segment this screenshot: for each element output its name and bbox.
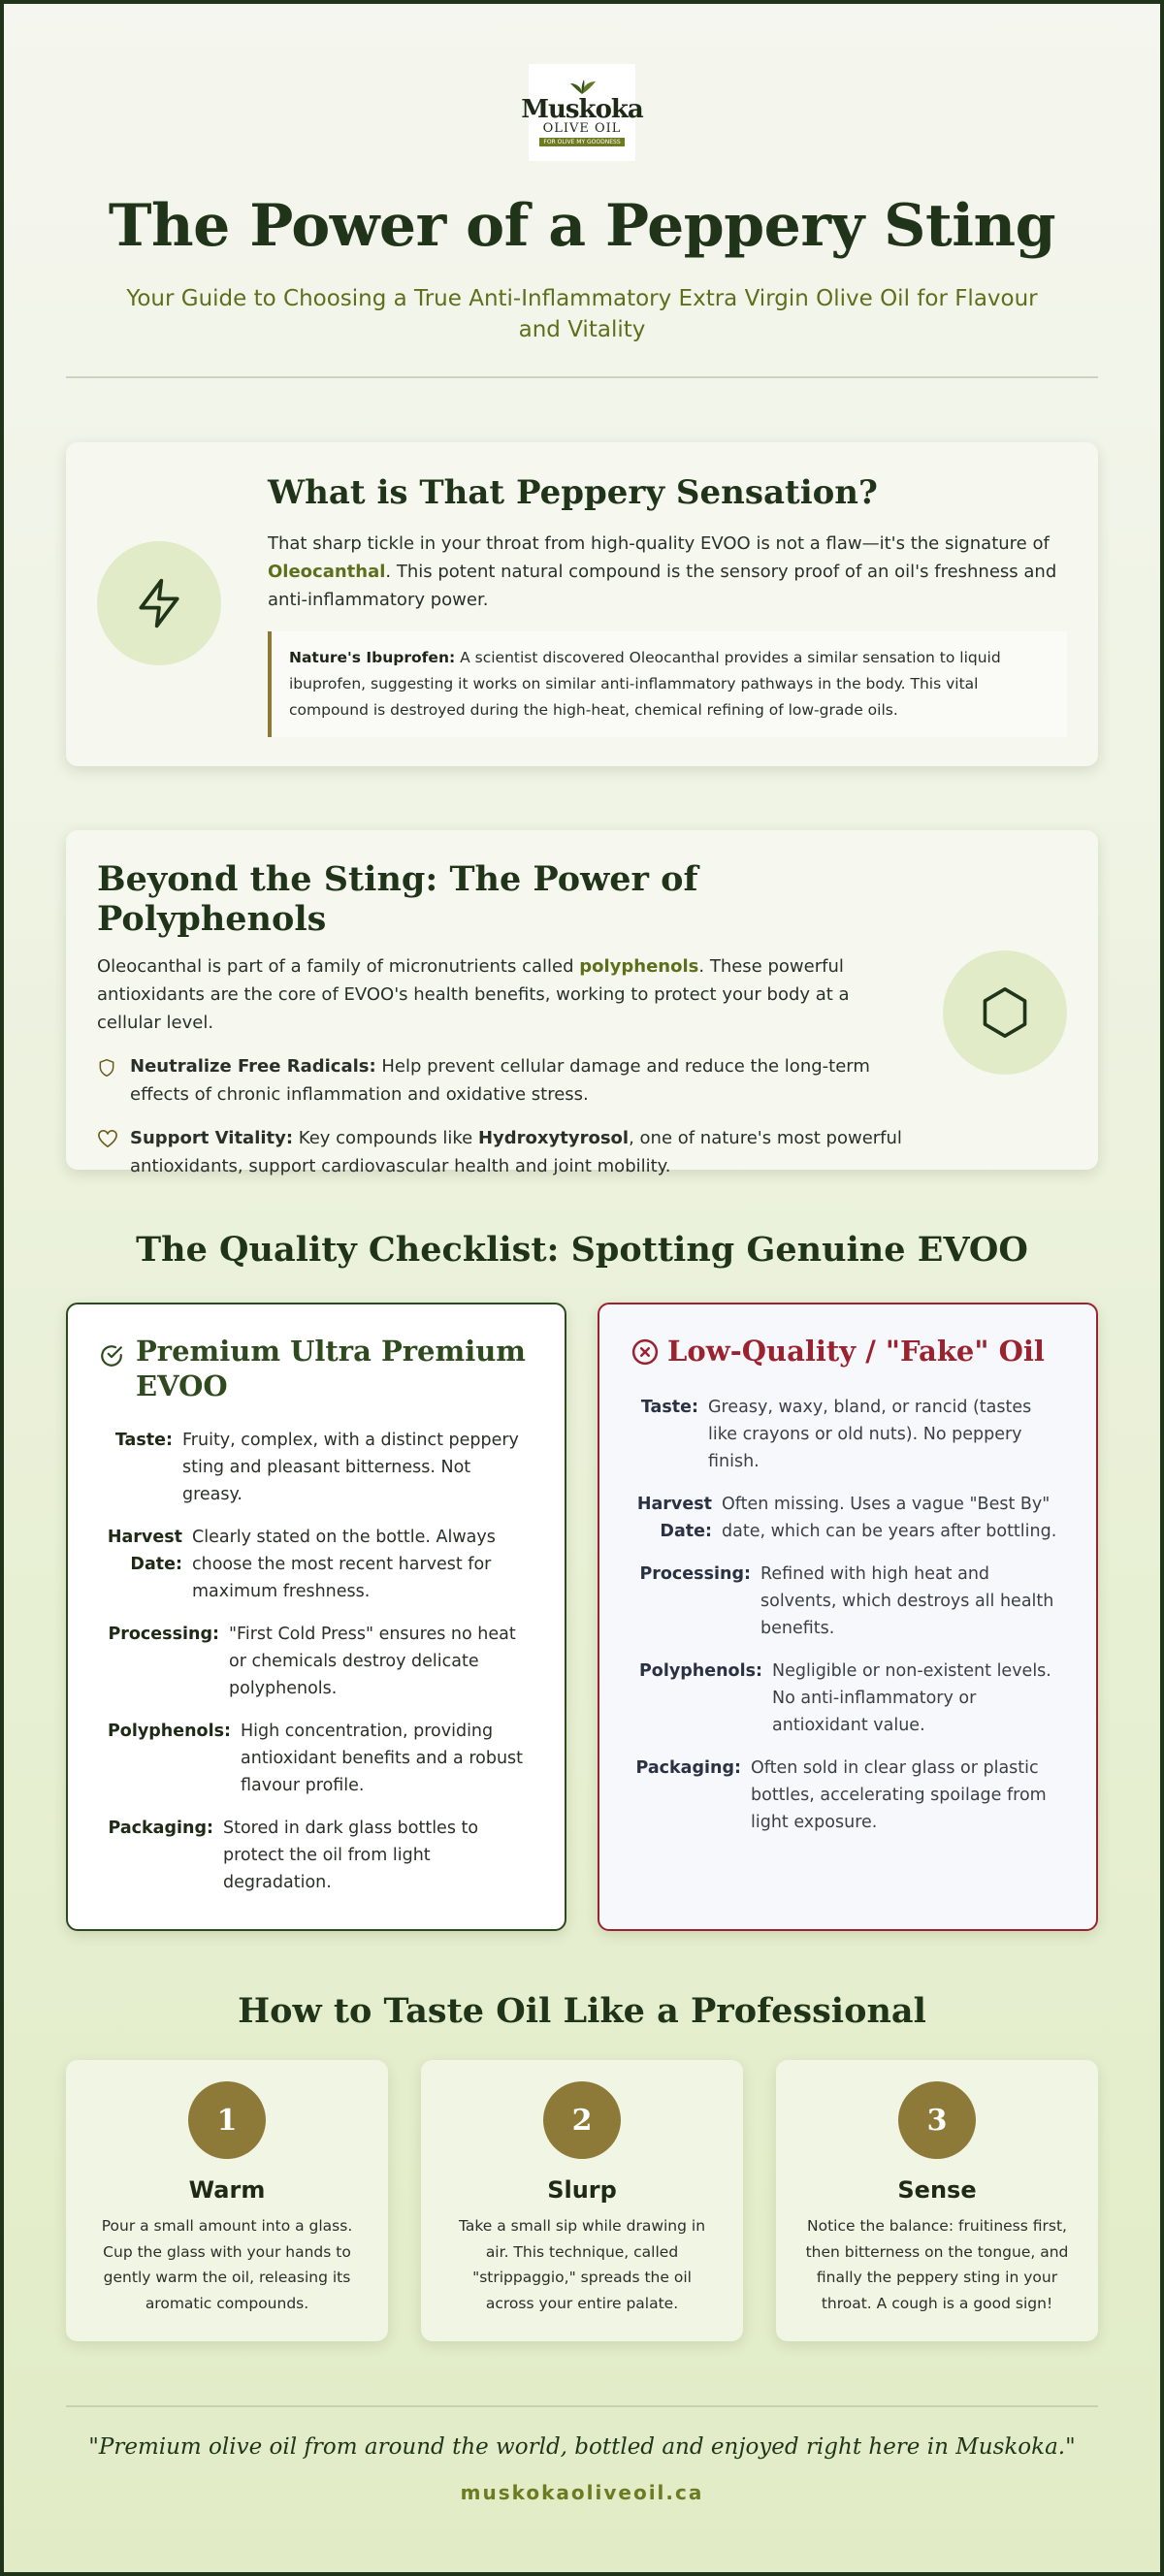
ibuprofen-note <box>268 631 1067 737</box>
peppery-text-before: That sharp tickle in your throat from high-quality EVOO is not a flaw—it's the signature of <box>268 533 1050 554</box>
criteria-row <box>630 1658 1065 1739</box>
bullet-support-vitality-label: Support Vitality: <box>130 1128 294 1148</box>
peppery-icon-circle <box>97 541 221 665</box>
bullet-icon-wrap <box>97 1124 130 1180</box>
peppery-text-after: . This potent natural compound is the sensory proof of an oil's freshness and anti-inflammatory power. <box>268 562 1057 610</box>
x-circle-icon <box>630 1337 660 1367</box>
fake-oil-column <box>598 1303 1098 1931</box>
step-title: Sense <box>897 2176 977 2204</box>
criteria-label: Taste: <box>640 1398 698 1417</box>
polyphenols-card-text <box>97 952 904 1037</box>
tasting-steps <box>66 2060 1098 2341</box>
fake-column-title: Low-Quality / "Fake" Oil <box>667 1335 1045 1368</box>
peppery-card-body <box>268 473 1067 735</box>
logo-container <box>66 4 1098 161</box>
bullet-support-vitality <box>97 1124 904 1180</box>
oleocanthal-highlight: Oleocanthal <box>268 562 386 582</box>
hexagon-icon <box>977 984 1033 1041</box>
page-subtitle: Your Guide to Choosing a True Anti-Inflammatory Extra Virgin Olive Oil for Flavour and Vitality <box>126 286 1038 342</box>
ibuprofen-note-text: A scientist discovered Oleocanthal provides a similar sensation to liquid ibuprofen, suggesting it works on similar anti-inflammatory pathways in the body. This vital compound is destroyed during the high-heat, chemical refining of low-grade oils. <box>289 649 1001 719</box>
criteria-label: Processing: <box>108 1625 219 1644</box>
criteria-value: Clearly stated on the bottle. Always choose the most recent harvest for maximum freshness. <box>192 1528 496 1601</box>
criteria-row <box>99 1427 534 1508</box>
criteria-row <box>630 1561 1065 1642</box>
page-title: The Power of a Peppery Sting <box>108 192 1056 260</box>
premium-column-header <box>99 1334 534 1403</box>
step-title: Slurp <box>547 2176 617 2204</box>
criteria-value: Greasy, waxy, bland, or rancid (tastes like crayons or old nuts). No peppery finish. <box>708 1398 1032 1471</box>
criteria-row <box>99 1718 534 1799</box>
check-circle-icon <box>99 1343 124 1368</box>
polyphenols-icon-circle <box>943 950 1067 1075</box>
criteria-value: Fruity, complex, with a distinct peppery sting and pleasant bitterness. Not greasy. <box>182 1431 519 1504</box>
criteria-label: Packaging: <box>108 1819 213 1838</box>
brand-logo[interactable] <box>521 64 643 161</box>
tasting-step-sense <box>776 2060 1098 2341</box>
bullet-free-radicals-text <box>130 1052 904 1109</box>
heart-icon <box>97 1129 118 1148</box>
bullet-vitality-text-after: , one of nature's most powerful antioxidants, support cardiovascular health and joint mobility. <box>130 1128 902 1176</box>
logo-tagline: FOR OLIVE MY GOODNESS <box>539 138 624 146</box>
icon-wrap <box>99 1334 136 1372</box>
criteria-row <box>630 1394 1065 1475</box>
criteria-label: Harvest Date: <box>636 1495 712 1541</box>
footer-divider <box>66 2405 1098 2407</box>
bullet-vitality-text-before: Key compounds like <box>293 1128 478 1148</box>
criteria-value: Stored in dark glass bottles to protect the oil from light degradation. <box>223 1819 479 1892</box>
polyphenols-card <box>66 830 1098 1176</box>
peppery-sensation-card <box>66 442 1098 766</box>
icon-wrap <box>630 1334 667 1370</box>
criteria-value: Refined with high heat and solvents, which destroys all health benefits. <box>760 1564 1054 1638</box>
hydroxytyrosol-bold: Hydroxytyrosol <box>477 1128 630 1148</box>
premium-column-title: Premium Ultra Premium EVOO <box>136 1335 526 1402</box>
bullet-icon-wrap <box>97 1052 130 1109</box>
bullet-support-vitality-text <box>130 1124 904 1180</box>
polyphenols-highlight: polyphenols <box>579 956 699 977</box>
step-number-badge: 3 <box>898 2081 976 2159</box>
logo-subline: OLIVE OIL <box>542 120 622 136</box>
criteria-value: Often missing. Uses a vague "Best By" date, which can be years after bottling. <box>722 1495 1057 1541</box>
criteria-label: Harvest Date: <box>107 1528 182 1574</box>
criteria-label: Polyphenols: <box>638 1661 762 1681</box>
criteria-row <box>99 1524 534 1605</box>
criteria-label: Taste: <box>114 1431 173 1450</box>
criteria-row <box>99 1621 534 1702</box>
olive-leaves-icon <box>563 80 601 95</box>
step-description: Take a small sip while drawing in air. This technique, called "strippaggio," spreads the oil across your entire palate. <box>458 2217 706 2312</box>
logo-wordmark: Muskoka <box>521 94 643 124</box>
fake-column-header <box>630 1334 1065 1370</box>
bullet-free-radicals <box>97 1052 904 1109</box>
shield-icon <box>97 1057 116 1079</box>
polyphenols-text-before: Oleocanthal is part of a family of micronutrients called <box>97 956 580 977</box>
checklist-columns <box>66 1303 1098 1931</box>
header-divider <box>66 376 1098 378</box>
ibuprofen-note-label: Nature's Ibuprofen: <box>289 649 456 666</box>
bullet-free-radicals-label: Neutralize Free Radicals: <box>130 1056 376 1077</box>
premium-criteria-list <box>99 1427 534 1896</box>
footer-quote: "Premium olive oil from around the world, bottled and enjoyed right here in Muskoka." <box>88 2434 1076 2460</box>
step-description: Notice the balance: fruitiness first, then bitterness on the tongue, and finally the peppery sting in your throat. A cough is a good sign! <box>805 2217 1069 2312</box>
step-number-badge: 1 <box>188 2081 266 2159</box>
criteria-value: "First Cold Press" ensures no heat or chemicals destroy delicate polyphenols. <box>229 1625 516 1698</box>
step-description: Pour a small amount into a glass. Cup the glass with your hands to gently warm the oil, releasing its aromatic compounds. <box>101 2217 353 2312</box>
criteria-row <box>630 1755 1065 1836</box>
tasting-step-warm <box>66 2060 388 2341</box>
website-link[interactable]: muskokaoliveoil.ca <box>460 2481 704 2504</box>
polyphenols-card-body <box>97 859 943 1176</box>
lightning-bolt-icon <box>132 576 186 630</box>
fake-criteria-list <box>630 1394 1065 1836</box>
criteria-value: Often sold in clear glass or plastic bottles, accelerating spoilage from light exposure. <box>751 1758 1047 1832</box>
criteria-value: Negligible or non-existent levels. No anti-inflammatory or antioxidant value. <box>772 1661 1051 1735</box>
tasting-step-slurp <box>421 2060 743 2341</box>
criteria-label: Packaging: <box>635 1758 741 1778</box>
criteria-row <box>630 1491 1065 1545</box>
step-title: Warm <box>188 2176 266 2204</box>
premium-evoo-column <box>66 1303 566 1931</box>
criteria-label: Processing: <box>639 1564 751 1584</box>
checklist-heading: The Quality Checklist: Spotting Genuine EVOO <box>136 1230 1028 1270</box>
criteria-value: High concentration, providing antioxidant benefits and a robust flavour profile. <box>241 1722 524 1795</box>
peppery-card-title: What is That Peppery Sensation? <box>268 473 878 512</box>
bullet-free-radicals-body: Help prevent cellular damage and reduce the long-term effects of chronic inflammation and oxidative stress. <box>130 1056 870 1105</box>
polyphenols-text-after: . These powerful antioxidants are the core of EVOO's health benefits, working to protect your body at a cellular level. <box>97 956 850 1033</box>
tasting-heading: How to Taste Oil Like a Professional <box>238 1991 926 2031</box>
criteria-label: Polyphenols: <box>107 1722 231 1741</box>
step-number-badge: 2 <box>543 2081 621 2159</box>
polyphenols-card-title: Beyond the Sting: The Power of Polyphenols <box>97 859 698 939</box>
peppery-card-text <box>268 530 1067 614</box>
criteria-row <box>99 1815 534 1896</box>
